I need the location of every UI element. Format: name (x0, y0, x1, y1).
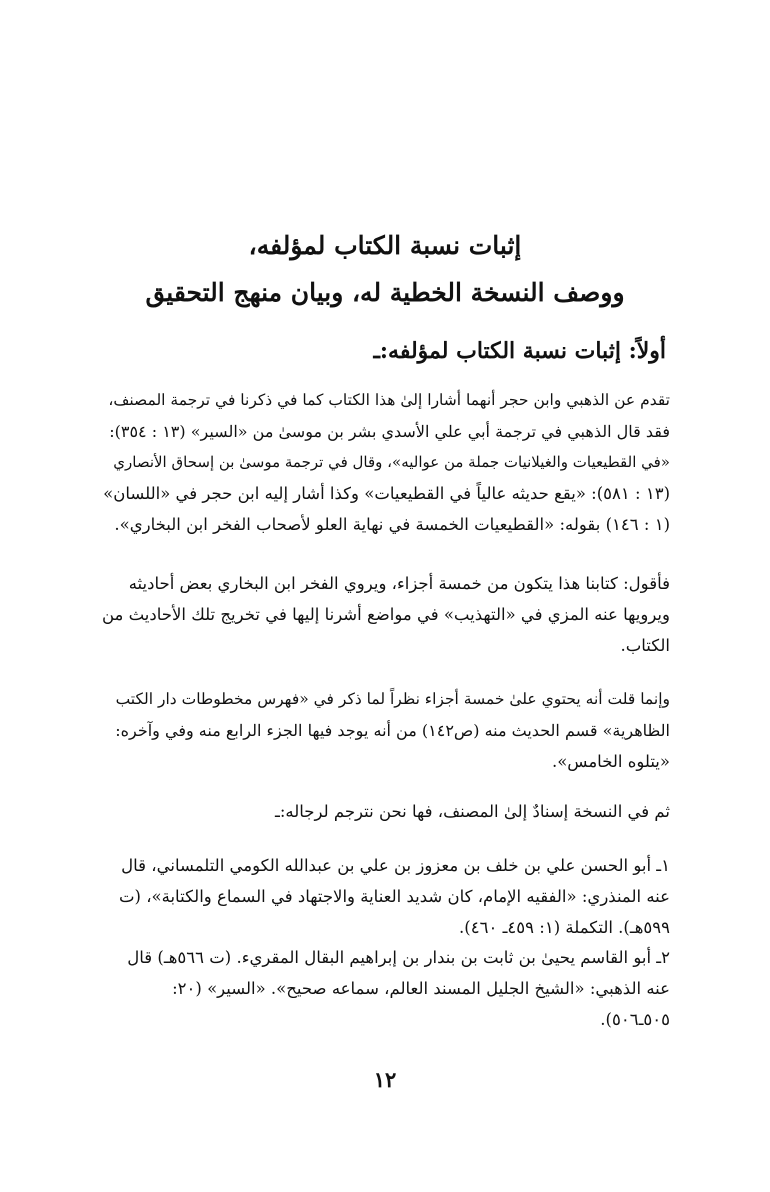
text-line: ثم في النسخة إسنادٌ إلىٰ المصنف، فها نحن نترجم لرجاله:ـ (274, 802, 670, 821)
page-title-line-2: ووصف النسخة الخطية له، وبيان منهج التحقيق (145, 278, 625, 307)
text-line: فقد قال الذهبي في ترجمة أبي علي الأسدي بشر بن موسىٰ من «السير» (١٣ : ٣٥٤): (109, 422, 670, 441)
text-line: الظاهرية» قسم الحديث منه (ص١٤٢) من أنه يوجد فيها الجزء الرابع منه وفي وآخره: (115, 721, 670, 740)
text-line: «في القطيعيات والغيلانيات جملة من عواليه»، وقال في ترجمة موسىٰ بن إسحاق الأنصاري (113, 453, 670, 471)
paragraph-4 (100, 796, 670, 827)
text-line: (١ : ١٤٦) بقوله: «القطيعيات الخمسة في نهاية العلو لأصحاب الفخر ابن البخاري». (114, 515, 670, 534)
text-line: وإنما قلت أنه يحتوي علىٰ خمسة أجزاء نظراً لما ذكر في «فهرس مخطوطات دار الكتب (115, 690, 670, 708)
paragraph-6 (100, 942, 670, 1035)
text-line: ٥٠٥ـ٥٠٦). (600, 1010, 670, 1029)
text-line: ٥٩٩هـ). التكملة (١: ٤٥٩ـ ٤٦٠). (459, 918, 670, 937)
text-line: «يتلوه الخامس». (551, 752, 670, 771)
paragraph-1 (100, 385, 670, 540)
text-line: تقدم عن الذهبي وابن حجر أنهما أشارا إلىٰ هذا الكتاب كما في ذكرنا في ترجمة المصنف، (108, 391, 670, 409)
text-line: ١ـ أبو الحسن علي بن خلف بن معزوز بن علي بن عبدالله الكومي التلمساني، قال (121, 856, 670, 875)
paragraph-3 (100, 684, 670, 777)
text-line: عنه الذهبي: «الشيخ الجليل المسند العالم، سماعه صحيح». «السير» (٢٠: (172, 979, 670, 998)
page-number: ١٢ (373, 1067, 397, 1092)
text-line: ٢ـ أبو القاسم يحيىٰ بن ثابت بن بندار بن إبراهيم البقال المقريء. (ت ٥٦٦هـ) قال (127, 948, 670, 967)
section-heading: أولاً: إثبات نسبة الكتاب لمؤلفه:ـ (373, 338, 666, 364)
text-line: فأقول: كتابنا هذا يتكون من خمسة أجزاء، ويروي الفخر ابن البخاري بعض أحاديثه (128, 574, 670, 593)
text-line: عنه المنذري: «الفقيه الإمام، كان شديد العناية والاجتهاد في السماع والكتابة»، (ت (118, 887, 670, 906)
paragraph-2 (100, 568, 670, 661)
text-line: ويرويها عنه المزي في «التهذيب» في مواضع أشرنا إليها في تخريج تلك الأحاديث من (101, 605, 670, 624)
paragraph-5 (100, 850, 670, 943)
page-title-line-1: إثبات نسبة الكتاب لمؤلفه، (248, 231, 522, 260)
text-line: (١٣ : ٥٨١): «يقع حديثه عالياً في القطيعيات» وكذا أشار إليه ابن حجر في «اللسان» (103, 484, 670, 503)
text-line: الكتاب. (620, 636, 670, 655)
